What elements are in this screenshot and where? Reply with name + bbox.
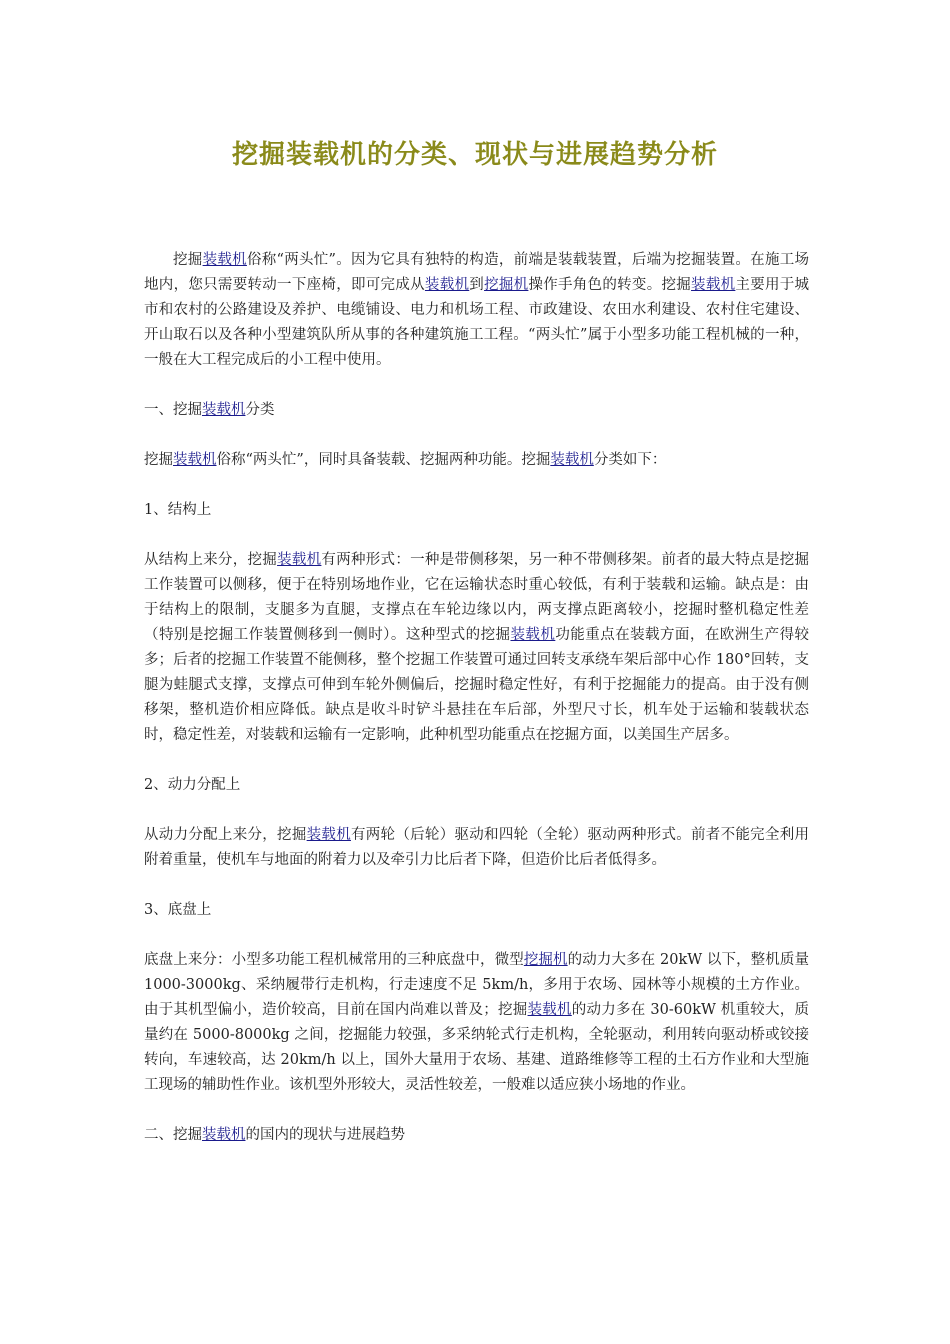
loader-link[interactable]: 装载机 (173, 452, 217, 468)
classification-paragraph (144, 448, 809, 473)
text-run: 分类 (245, 402, 275, 418)
text-run: 挖掘 (173, 252, 203, 268)
loader-link[interactable]: 装载机 (424, 277, 470, 293)
text-run: 的动力多在 30-60kW 机重较大，质量约在 5000-8000kg 之间，挖掘能力较强，多采纳轮式行走机构，全轮驱动，利用转向驱动桥或铰接转向，车速较高，达 20km/h 以上，国外大量用于农场、基建、道路维修等工程的土石方作业和大型施工现场的辅助性作业。该机型外形较大，灵活性较差，一般难以适应狭小场地的作业。 (144, 1002, 810, 1093)
text-run: 底盘上来分：小型多功能工程机械常用的三种底盘中，微型 (144, 952, 524, 968)
loader-link[interactable]: 装载机 (306, 827, 351, 843)
excavator-link[interactable]: 挖掘机 (523, 952, 568, 968)
text-run: 有两种形式：一种是带侧移架，另一种不带侧移架。前者的最大特点是挖掘工作装置可以侧移，便于在特别场地作业，它在运输状态时重心较低，有利于装载和运输。缺点是：由于结构上的限制，支腿多为直腿，支撑点在车轮边缘以内，两支撑点距离较小，挖掘时整机稳定性差（特别是挖掘工作装置侧移到一侧时）。这种型式的挖掘 (144, 552, 810, 643)
text-run: 二、挖掘 (144, 1127, 202, 1143)
text-run: 一、挖掘 (144, 402, 202, 418)
text-run: 的动力大多在 20kW 以下，整机质量 1000-3000kg、采纳履带行走机构，行走速度不足 5km/h，多用于农场、园林等小规模的土方作业。由于其机型偏小，造价较高，目前在国内尚难以普及；挖掘 (144, 952, 810, 1018)
structure-paragraph (144, 548, 809, 748)
text-run: 从结构上来分，挖掘 (144, 552, 278, 568)
text-run: 操作手角色的转变。挖掘 (528, 277, 692, 293)
text-run: 到 (469, 277, 485, 293)
text-run: 有两轮（后轮）驱动和四轮（全轮）驱动两种形式。前者不能完全利用附着重量，使机车与地面的附着力以及牵引力比后者下降，但造价比后者低得多。 (144, 827, 810, 868)
loader-link[interactable]: 装载机 (510, 627, 556, 643)
text-run: 挖掘 (144, 452, 173, 468)
text-run: 主要用于城市和农村的公路建设及养护、电缆铺设、电力和机场工程、市政建设、农田水利建设、农村住宅建设、开山取石以及各种小型建筑队所从事的各种建筑施工工程。“两头忙”属于小型多功能工程机械的一种，一般在大工程完成后的小工程中使用。 (144, 277, 810, 368)
intro-paragraph (144, 248, 809, 373)
text-run: 功能重点在装载方面，在欧洲生产得较多；后者的挖掘工作装置不能侧移，整个挖掘工作装置可通过回转支承绕车架后部中心作 180°回转，支腿为蛙腿式支撑，支撑点可伸到车轮外侧偏后，挖掘时稳定性好，有利于挖掘能力的提高。由于没有侧移架，整机造价相应降低。缺点是收斗时铲斗悬挂在车后部，外型尺寸长，机车处于运输和装载状态时，稳定性差，对装载和运输有一定影响，此种机型功能重点在挖掘方面，以美国生产居多。 (144, 627, 810, 743)
subheading-chassis: 3、底盘上 (144, 902, 212, 918)
loader-link[interactable]: 装载机 (550, 452, 594, 468)
subheading-power: 2、动力分配上 (144, 777, 241, 793)
text-run: 俗称“两头忙”，同时具备装载、挖掘两种功能。挖掘 (216, 452, 551, 468)
loader-link[interactable]: 装载机 (527, 1002, 572, 1018)
excavator-link[interactable]: 挖掘机 (484, 277, 529, 293)
text-run: 的国内的现状与进展趋势 (245, 1127, 405, 1143)
text-run: 俗称“两头忙”。因为它具有独特的构造，前端是装载装置，后端为挖掘装置。在施工场地内，您只需要转动一下座椅，即可完成从 (144, 252, 810, 293)
loader-link[interactable]: 装载机 (202, 402, 246, 418)
text-run: 从动力分配上来分，挖掘 (144, 827, 307, 843)
loader-link[interactable]: 装载机 (277, 552, 322, 568)
loader-link[interactable]: 装载机 (691, 277, 736, 293)
power-paragraph (144, 823, 809, 873)
text-run: 分类如下： (593, 452, 667, 468)
document-body (144, 248, 809, 1148)
subheading-structure: 1、结构上 (144, 502, 212, 518)
loader-link[interactable]: 装载机 (202, 1127, 246, 1143)
page-title: 挖掘装载机的分类、现状与进展趋势分析 (231, 140, 718, 170)
chassis-paragraph (144, 948, 809, 1098)
section-heading-2 (144, 1123, 809, 1148)
section-heading-1 (144, 398, 809, 423)
loader-link[interactable]: 装载机 (202, 252, 247, 268)
